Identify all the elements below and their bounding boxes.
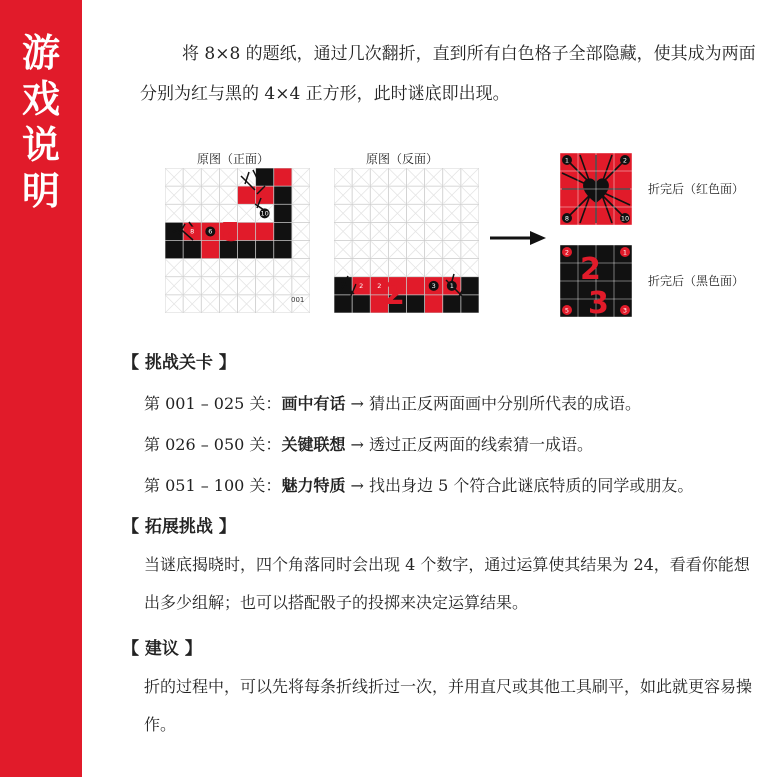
board-cell bbox=[256, 241, 274, 259]
board-cell bbox=[256, 222, 274, 240]
corner-number-badge bbox=[429, 281, 439, 291]
corner-number-badge bbox=[205, 226, 215, 236]
board-cell bbox=[165, 241, 183, 259]
svg-text:3: 3 bbox=[431, 282, 436, 291]
advice-text: 折的过程中，可以先将每条折线折过一次，并用直尺或其他工具刷平，如此就更容易操作。 bbox=[144, 677, 753, 734]
level-desc: → 猜出正反两面画中分别所代表的成语。 bbox=[350, 394, 642, 413]
fold-arrow bbox=[488, 228, 548, 248]
board-cell bbox=[461, 295, 479, 313]
black-digit-bottom: 3 bbox=[588, 286, 609, 317]
corner-number-badge bbox=[447, 281, 457, 291]
page-number: 001 bbox=[291, 296, 305, 304]
svg-text:1: 1 bbox=[564, 156, 570, 165]
corner-number-badge bbox=[562, 305, 572, 315]
red-face-board bbox=[560, 153, 632, 225]
svg-text:3: 3 bbox=[622, 306, 628, 315]
board-cell bbox=[274, 168, 292, 186]
corner-number-badge bbox=[562, 213, 572, 223]
svg-text:2: 2 bbox=[622, 156, 628, 165]
board-cell bbox=[256, 186, 274, 204]
board-cell bbox=[407, 277, 425, 295]
corner-number-badge bbox=[562, 247, 572, 257]
corner-number-badge bbox=[356, 281, 366, 291]
level-line-3 bbox=[144, 473, 693, 496]
board-cell bbox=[238, 222, 256, 240]
corner-number-badge bbox=[187, 226, 197, 236]
corner-number-badge bbox=[620, 305, 630, 315]
front-caption: 原图（正面） bbox=[197, 152, 270, 166]
svg-text:10: 10 bbox=[620, 214, 630, 223]
board-cell bbox=[238, 241, 256, 259]
front-board bbox=[165, 168, 310, 313]
svg-text:2: 2 bbox=[377, 282, 382, 291]
front-glyph: 2 bbox=[220, 215, 239, 245]
svg-text:10: 10 bbox=[260, 209, 269, 218]
svg-text:2: 2 bbox=[564, 248, 570, 257]
level-name: 魅力特质 bbox=[281, 476, 346, 495]
svg-text:8: 8 bbox=[190, 227, 195, 236]
black-digit-top: 2 bbox=[580, 252, 601, 287]
red-caption: 折完后（红色面） bbox=[648, 182, 745, 196]
sidebar-char: 明 bbox=[21, 169, 60, 213]
board-cell bbox=[274, 222, 292, 240]
extend-heading: 【 拓展挑战 】 bbox=[122, 517, 236, 537]
level-line-2 bbox=[144, 432, 593, 455]
svg-text:8: 8 bbox=[564, 214, 570, 223]
sidebar-char: 说 bbox=[21, 123, 60, 167]
corner-number-badge bbox=[620, 213, 630, 223]
corner-number-badge bbox=[260, 208, 270, 218]
board-cell bbox=[425, 295, 443, 313]
level-name: 画中有话 bbox=[281, 394, 346, 413]
black-caption: 折完后（黑色面） bbox=[648, 274, 745, 288]
level-desc: → 找出身边 5 个符合此谜底特质的同学或朋友。 bbox=[350, 476, 694, 495]
sidebar-title bbox=[0, 30, 82, 214]
svg-text:6: 6 bbox=[208, 227, 213, 236]
board-cell bbox=[461, 277, 479, 295]
svg-text:2: 2 bbox=[359, 282, 364, 291]
level-range: 第 001 – 025 关： bbox=[144, 394, 282, 413]
board-cell bbox=[407, 295, 425, 313]
board-cell bbox=[274, 241, 292, 259]
black-face-board bbox=[560, 245, 632, 317]
board-cell bbox=[274, 204, 292, 222]
advice-heading: 【 建议 】 bbox=[122, 639, 202, 659]
board-cell bbox=[183, 241, 201, 259]
sidebar-char: 游 bbox=[21, 31, 60, 75]
corner-number-badge bbox=[374, 281, 384, 291]
corner-number-badge bbox=[620, 247, 630, 257]
board-cell bbox=[256, 168, 274, 186]
svg-text:1: 1 bbox=[622, 248, 628, 257]
svg-text:1: 1 bbox=[449, 282, 454, 291]
extend-text: 当谜底揭晓时，四个角落同时会出现 4 个数字，通过运算使其结果为 24，看看你能想出多少组解；也可以搭配骰子的投掷来决定运算结果。 bbox=[144, 555, 750, 612]
level-range: 第 051 – 100 关： bbox=[144, 476, 282, 495]
corner-number-badge bbox=[620, 155, 630, 165]
intro-text: 将 8×8 的题纸，通过几次翻折，直到所有白色格子全部隐藏，使其成为两面分别为红与黑的 4×4 正方形，此时谜底即出现。 bbox=[140, 44, 756, 104]
level-line-1 bbox=[144, 391, 641, 414]
board-cell bbox=[274, 186, 292, 204]
sidebar-char: 戏 bbox=[21, 77, 60, 121]
level-desc: → 透过正反两面的线索猜一成语。 bbox=[350, 435, 594, 454]
board-cell bbox=[201, 241, 219, 259]
svg-text:5: 5 bbox=[564, 306, 570, 315]
sidebar-banner bbox=[0, 0, 82, 777]
board-cell bbox=[352, 295, 370, 313]
back-glyph: 2 bbox=[384, 277, 405, 312]
back-board bbox=[334, 168, 479, 313]
corner-number-badge bbox=[562, 155, 572, 165]
back-caption: 原图（反面） bbox=[366, 152, 439, 166]
level-range: 第 026 – 050 关： bbox=[144, 435, 282, 454]
challenge-heading: 【 挑战关卡 】 bbox=[122, 353, 236, 373]
level-name: 关键联想 bbox=[281, 435, 346, 454]
